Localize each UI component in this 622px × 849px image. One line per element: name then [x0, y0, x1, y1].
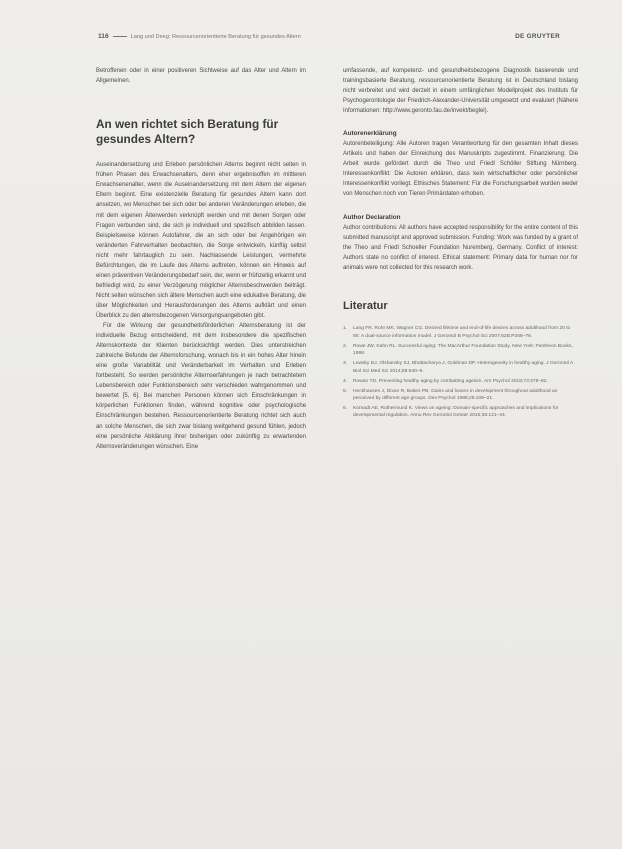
reference-item: [343, 325, 578, 340]
publisher-logo: DE GRUYTER: [515, 33, 560, 40]
running-title: Lang und Deeg: Ressourcenorientierte Beratung für gesundes Altern: [130, 34, 301, 40]
reference-text: Heckhausen J, Dixon R, Baltes PB. Gains and losses in development throughout adulthood as perceived by different age groups. Dev Psychol 1989;25:109–21.: [353, 388, 558, 401]
body-paragraph-2: Für die Wirkung der gesundheitsförderlichen Alternsberatung ist der individuelle Bezug entscheidend, mit dem insbesondere die spezifischen Alternskontexte der Klienten berücksichtigt werden. Dies unterstreichen zahlreiche Befunde der Alternsforschung, wonach bis in ein hohes Alter hinein eine große Variabilität und Veränderbarkeit im Verhalten und Erleben fortbesteht. So werden persönliche Alternserfahrungen je nach betrachtetem Lebensbereich oder Funktionsbereich sehr verschieden wahrgenommen und bewertet [5, 6]. Bei manchen Personen können sich Einschränkungen in körperlichen Funktionen finden, während kognitive oder psychologische Einschränkungen bestehen. Ressourcenorientierte Beratung richtet sich auch an solche Menschen, die sich zwar bislang weitgehend gesund fühlen, jedoch eine persönliche Abklärung ihrer bisherigen oder zukünftig zu erwartenden Alternsveränderungen wünschen. Eine: [96, 323, 306, 450]
right-column: [343, 66, 578, 422]
author-declaration-text: Author contributions: All authors have accepted responsibility for the entire content of this submitted manuscript and approved submission. Funding: Work was funded by a grant of the Theo and Friedl Schoeller Foundation Nuremberg, Germany. Conflict of interest: Authors state no conflict of interest. Ethical statement: Primary data for human nor for animals were not collected for this research work.: [343, 224, 578, 271]
page-number: 116: [98, 33, 109, 40]
reference-number: 6.: [343, 405, 348, 411]
literature-heading: Literatur: [343, 299, 388, 312]
reference-number: 5.: [343, 388, 348, 394]
reference-number: 3.: [343, 361, 348, 367]
reference-number: 2.: [343, 343, 348, 349]
reference-text: Lowsky DJ, Olshansky SJ, Bhattacharya J, Goldman DP. Heterogeneity in healthy aging. J Gerontol A Biol Sci Med Sci 2014;69:640–9.: [353, 361, 573, 374]
reference-number: 4.: [343, 378, 348, 384]
left-column: [96, 66, 306, 452]
reference-text: Rowe JW, Kahn RL. Successful aging: The MacArthur Foundation Study. New York: Pantheon Books, 1998.: [353, 343, 573, 357]
authors-declaration-heading: Autorenerklärung: [343, 130, 397, 138]
right-intro-paragraph: umfassende, auf kompetenz- und gesundheitsbezogene Diagnostik basierende und trainingsbasierte Beratung, ressourcenorientierte Beratung ist in Deutschland bislang nicht verbreitet und wird derzeit in einem umfänglichen Modellprojekt des Instituts für Psychogerontologie der Friedrich-Alexander-Universität umgesetzt und evaluiert (Nähere Informationen: http://www.geronto.fau.de/invekt/beglei).: [343, 68, 578, 115]
left-intro-paragraph: Betroffenen oder in einer positiveren Sichtweise auf das Alter und Altern im Allgemeinen.: [96, 68, 306, 85]
reference-item: [343, 343, 578, 358]
reference-list: [343, 325, 578, 419]
reference-item: [343, 405, 578, 420]
authors-declaration-text: Autorenbeteiligung: Alle Autoren tragen Verantwortung für den gesamten Inhalt dieses Artikels und haben der Einreichung des Manuskripts zugestimmt. Finanzierung: Die Arbeit wurde gefördert durch die Theo und Friedl Schöller Stiftung Nürnberg. Interessenkonflikt: Die Autoren erklären, dass kein wirtschaftlicher oder persönlicher Interessenkonflikt vorliegt. Ethisches Statement: Für die Forschungsarbeit wurden weder von Menschen noch von Tieren Primärdaten erhoben.: [343, 141, 578, 198]
body-paragraph-1: Auseinandersetzung und Erleben persönlichen Alterns beginnt nicht selten in frühen Phasen des Erwachsenalters, denn eher ergebnisoffen im mittleren Erwachsenenalter, wenn die Auseinandersetzung mit dem Altern der eigenen Eltern beginnt. Eine existenzielle Beratung für gesundes Altern kann dort ansetzen, wo Menschen bei sich oder bei anderen Veränderungen erleben, die mit dem eigenen Älterwerden verknüpft werden und mit denen Sorgen oder Fragen verbunden sind, die sich je individuell und spezifisch abbilden lassen. Beispielsweise können Autofahrer, die an sich oder bei Angehörigen ein veränderten Fahrverhalten beobachten, die Sorge entwickeln, künftig selbst nicht mehr fahrtauglich zu sein. Nachlassende Leistungen, vermehrte Befürchtungen, die im Laufe des Alterns auftreten, können ein Hinweis auf einen präventiven Veränderungsbedarf sein, der, wenn er frühzeitig erkannt und befriedigt wird, zu einer Verzögerung möglicher Alternsbeschwerden beiträgt. Nicht selten wünschen sich ältere Menschen auch eine edukative Beratung, die über Möglichkeiten und Herausforderungen des Alterns aufklärt und einen Überblick zu den alternsbezogenen Versorgungsangeboten gibt.: [96, 162, 306, 319]
reference-item: [343, 388, 578, 403]
section-heading: An wen richtet sich Beratung für gesundes Altern?: [96, 117, 279, 146]
reference-text: Lang FR, Rohr MK, Wagner CG. Desired lifetime and end-of-life desires across adulthood from 20 to 90: A dual-source information model. J Gerontol B Psychol Sci 2007;62B:P268–76.: [353, 326, 571, 339]
reference-text: Kornadt AE, Rothermund K. Views on ageing: Domain-specific approaches and implications for developmental regulation. Annu Rev Gerontol Geriatr 2015;35:121–44.: [353, 405, 559, 419]
reference-number: 1.: [343, 326, 348, 332]
header-rule: [113, 36, 127, 37]
reference-text: Rowan TD. Preventing healthy aging by combatting ageism. Am Psychol 2018;73:378–82.: [353, 378, 548, 384]
reference-item: [343, 360, 578, 375]
author-declaration-heading: Author Declaration: [343, 213, 401, 221]
running-head: [98, 33, 560, 43]
reference-item: [343, 378, 578, 385]
